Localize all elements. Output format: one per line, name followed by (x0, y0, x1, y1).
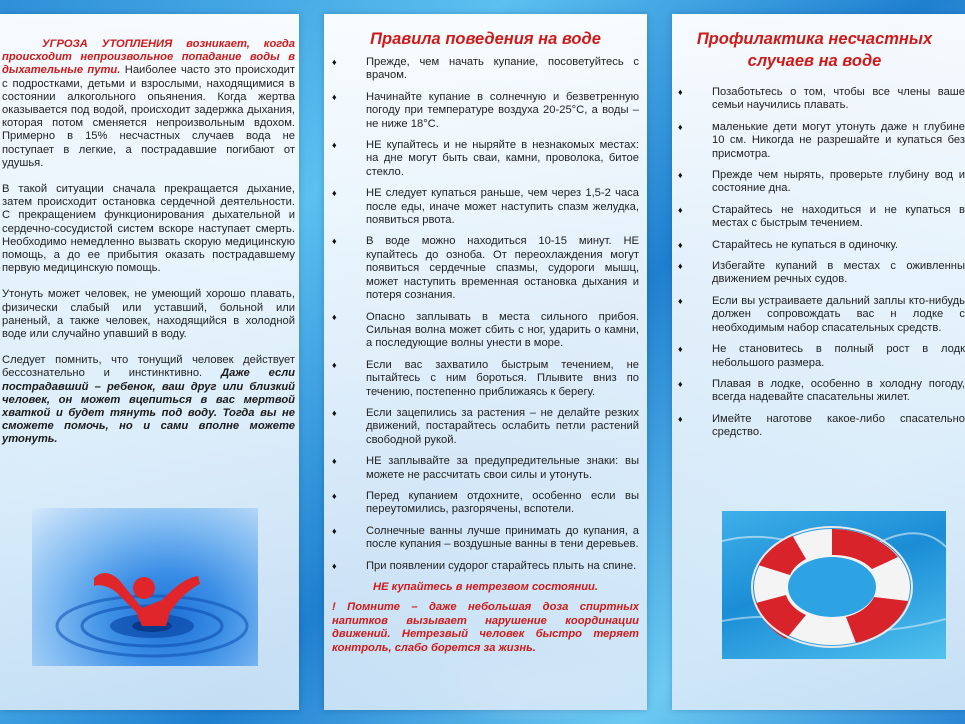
remember-bold: Даже если пострадавший – ребенок, ваш друг или близкий человек, он может вцепиться в вас мертвой хваткой и будет тянуть под воду. Тогда вы не сможете помочь, но и сами вполне можете утонуть. (2, 367, 295, 446)
life-buoy-icon (722, 511, 946, 659)
life-buoy-image (722, 511, 946, 659)
intro-paragraph (2, 38, 295, 170)
middle-panel (324, 14, 647, 710)
drowning-person-icon (32, 508, 258, 666)
list-item: ♦ Прежде, чем начать купание, посоветуйтесь с врачом. (332, 56, 639, 83)
situation-paragraph: В такой ситуации сначала прекращается дыхание, затем происходит остановка сердечной деятельности. С прекращением функционирования дыхательной и сердечно-сосудистой систем вскоре наступает смерть. Необходимо немедленно вызвать скорую медицинскую помощь, а до ее прибытия оказать пострадавшему первую медицинскую помощь. (2, 183, 295, 275)
list-item: ♦ Имейте наготове какое-либо спасательно средство. (678, 413, 965, 440)
list-item: ♦ Если зацепились за растения – не делайте резких движений, постарайтесь ослабить петли растений свободной рукой. (332, 407, 639, 447)
intro-rest: Наиболее часто это происходит с подростками, детьми и взрослыми, находящимися в состоянии алкогольного опьянения. Когда жертва оказывается под водой, происходит задержка дыхания, которая потом сменяется непроизвольным вдохом. Примерно в 15% несчастных случаев вода не поступает в легкие, а пострадавшие погибают от удушья. (2, 64, 295, 169)
list-item: ♦ Солнечные ванны лучше принимать до купания, а после купания – воздушные ванны в тени деревьев. (332, 525, 639, 552)
who-can-drown-paragraph: Утонуть может человек, не умеющий хорошо плавать, физически слабый или уставший, больной или раненый, а также человек, находящийся в холодной воде или случайно упавший в воду. (2, 288, 295, 341)
list-item: ♦ НЕ заплывайте за предупредительные знаки: вы можете не рассчитать свои силы и утонуть. (332, 455, 639, 482)
list-item: ♦ Если вы устраиваете дальний заплы кто-нибудь должен сопровождать вас н лодке с необходимым набор спасательных средств. (678, 295, 965, 335)
drowning-threat-lead: УГРОЗА УТОПЛЕНИЯ возникает, когда происходит непроизвольное попадание воды в дыхательные пути. (2, 38, 295, 77)
drowning-person-image (32, 508, 258, 666)
list-item: ♦ Старайтесь не купаться в одиночку. (678, 239, 965, 252)
prevention-list (678, 86, 965, 440)
list-item: ♦ Избегайте купаний в местах с оживленны движением речных судов. (678, 260, 965, 287)
list-item: ♦ Если вас захватило быстрым течением, не пытайтесь с ним бороться. Плывите вниз по течению, постепенно приближаясь к берегу. (332, 359, 639, 399)
list-item: ♦ Прежде чем нырять, проверьте глубину вод и состояние дна. (678, 169, 965, 196)
list-item: ♦ Начинайте купание в солнечную и безветренную погоду при температуре воздуха 20-25°С, а воды – не ниже 18°С. (332, 91, 639, 131)
remember-plain: Следует помнить, что тонущий человек действует бессознательно и инстинктивно. (2, 354, 295, 380)
list-item: ♦ Позаботьтесь о том, чтобы все члены ваше семьи научились плавать. (678, 86, 965, 113)
list-item: ♦ В воде можно находиться 10-15 минут. НЕ купайтесь до озноба. От переохлаждения могут появиться сердечные спазмы, судороги мышц, может наступить временная остановка дыхания и потеря сознания. (332, 235, 639, 302)
water-rules-list (332, 56, 639, 573)
list-item: ♦ Плавая в лодке, особенно в холодну погоду, всегда надевайте спасательны жилет. (678, 378, 965, 405)
water-rules-title: Правила поведения на воде (370, 30, 601, 48)
accident-prevention-title: Профилактика несчастных случаев на воде (696, 30, 933, 70)
list-item: ♦ Старайтесь не находиться и не купаться в местах с быстрым течением. (678, 204, 965, 231)
remember-paragraph (2, 354, 295, 446)
no-drunk-swimming: НЕ купайтесь в нетрезвом состоянии. (373, 581, 598, 593)
alcohol-warning: ! Помните – даже небольшая доза спиртных напитков вызывает нарушение координации движений. Нетрезвый человек быстро теряет контроль, слабо борется за жизнь. (332, 601, 639, 654)
list-item: ♦ маленькие дети могут утонуть даже н глубине 10 см. Никогда не разрешайте и купаться без присмотра. (678, 121, 965, 161)
list-item: ♦ НЕ купайтесь и не ныряйте в незнакомых местах: на дне могут быть сваи, камни, проволока, битое стекло. (332, 139, 639, 179)
list-item: ♦ Перед купанием отдохните, особенно если вы переутомились, разгорячены, вспотели. (332, 490, 639, 517)
list-item: ♦ Не становитесь в полный рост в лодк небольшого размера. (678, 343, 965, 370)
list-item: ♦ НЕ следует купаться раньше, чем через 1,5-2 часа после еды, иначе может наступить спазм желудка, появиться рвота. (332, 187, 639, 227)
list-item: ♦ При появлении судорог старайтесь плыть на спине. (332, 560, 639, 573)
list-item: ♦ Опасно заплывать в места сильного прибоя. Сильная волна может сбить с ног, ударить о камни, а последующие волны унести в море. (332, 311, 639, 351)
right-panel (672, 14, 965, 710)
